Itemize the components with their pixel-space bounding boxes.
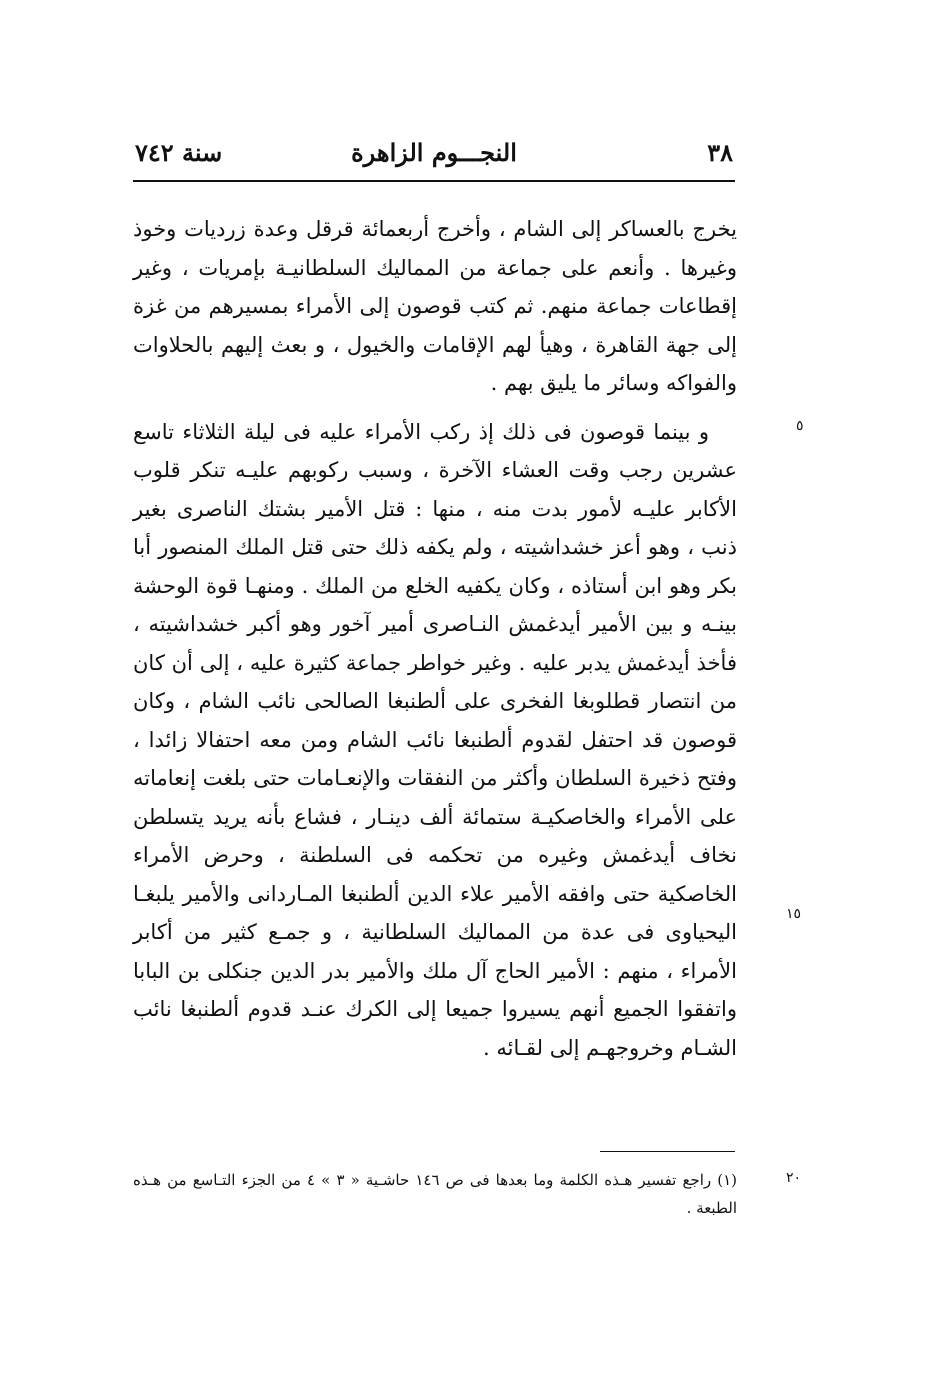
line-number-marker: ٥ <box>796 418 804 434</box>
running-title: النجـــوم الزاهرة <box>351 138 517 167</box>
header-rule <box>133 180 735 182</box>
paragraph: و بينما قوصون فى ذلك إذ ركب الأمراء عليه فى ليلة الثلاثاء تاسع عشرين رجب وقت العشاء الآخرة ، وسبب ركوبهم عليـه تنكر قلوب الأكابر عليـه لأمور بدت منه ، منها : قتل الأمير بشتك الناصرى بغير ذنب ، وهو أعز خشداشيته ، ولم يكفه ذلك حتى قتل الملك المنصور أبا بكر وهو ابن أستاذه ، وكان يكفيه الخلع من الملك . ومنهـا قوة الوحشة بينـه و بين الأمير أيدغمش النـاصرى أمير آخور وهو أكبر خشداشيته ، فأخذ أيدغمش يدبر عليه . وغير خواطر جماعة كثيرة عليه ، إلى أن كان من انتصار قطلوبغا الفخرى على ألطنبغا الصالحى نائب الشام ، وكان قوصون قد احتفل لقدوم ألطنبغا نائب الشام ومن معه احتفالا زائدا ، وفتح ذخيرة السلطان وأكثر من النفقات والإنعـامات حتى بلغت إنعاماته على الأمراء والخاصكيـة ستمائة ألف دينـار ، فشاع بأنه يريد يتسلطن نخاف أيدغمش وغيره من تحكمه فى السلطنة ، وحرض الأمراء الخاصكية حتى وافقه الأمير علاء الدين ألطنبغا المـاردانى والأمير يلبغـا اليحياوى فى عدة من المماليك السلطانية ، و جمـع كثير من أكابر الأمراء ، منهم : الأمير الحاج آل ملك والأمير بدر الدين جنكلى بن البابا واتفقوا الجميع أنهم يسيروا جميعا إلى الكرك عنـد قدوم ألطنبغا نائب الشـام وخروجهـم إلى لقـائه . <box>133 419 737 1060</box>
line-number-marker: ١٥ <box>786 906 802 922</box>
footnote: (١) راجع تفسير هـذه الكلمة وما بعدها فى ص ١٤٦ حاشـية « ٣ » ٤ من الجزء التـاسع من هـذه الطبعة . <box>133 1171 737 1217</box>
footnote-rule <box>600 1151 735 1152</box>
year-label: سنة ٧٤٢ <box>135 138 223 167</box>
main-text <box>133 210 737 1077</box>
page-number: ٣٨ <box>707 138 733 167</box>
page-header <box>135 138 733 178</box>
paragraph: يخرج بالعساكر إلى الشام ، وأخرج أربعمائة قرقل وعدة زرديات وخوذ وغيرها . وأنعم على جماعة من المماليك السلطانيـة بإمريات ، وغير إقطاعات جماعة منهم. ثم كتب قوصون إلى الأمراء بمسيرهم من غزة إلى جهة القاهرة ، وهيأ لهم الإقامات والخيول ، و بعث إليهم بالحلاوات والفواكه وسائر ما يليق بهم . <box>133 217 738 395</box>
line-number-marker: ٢٠ <box>786 1170 802 1186</box>
